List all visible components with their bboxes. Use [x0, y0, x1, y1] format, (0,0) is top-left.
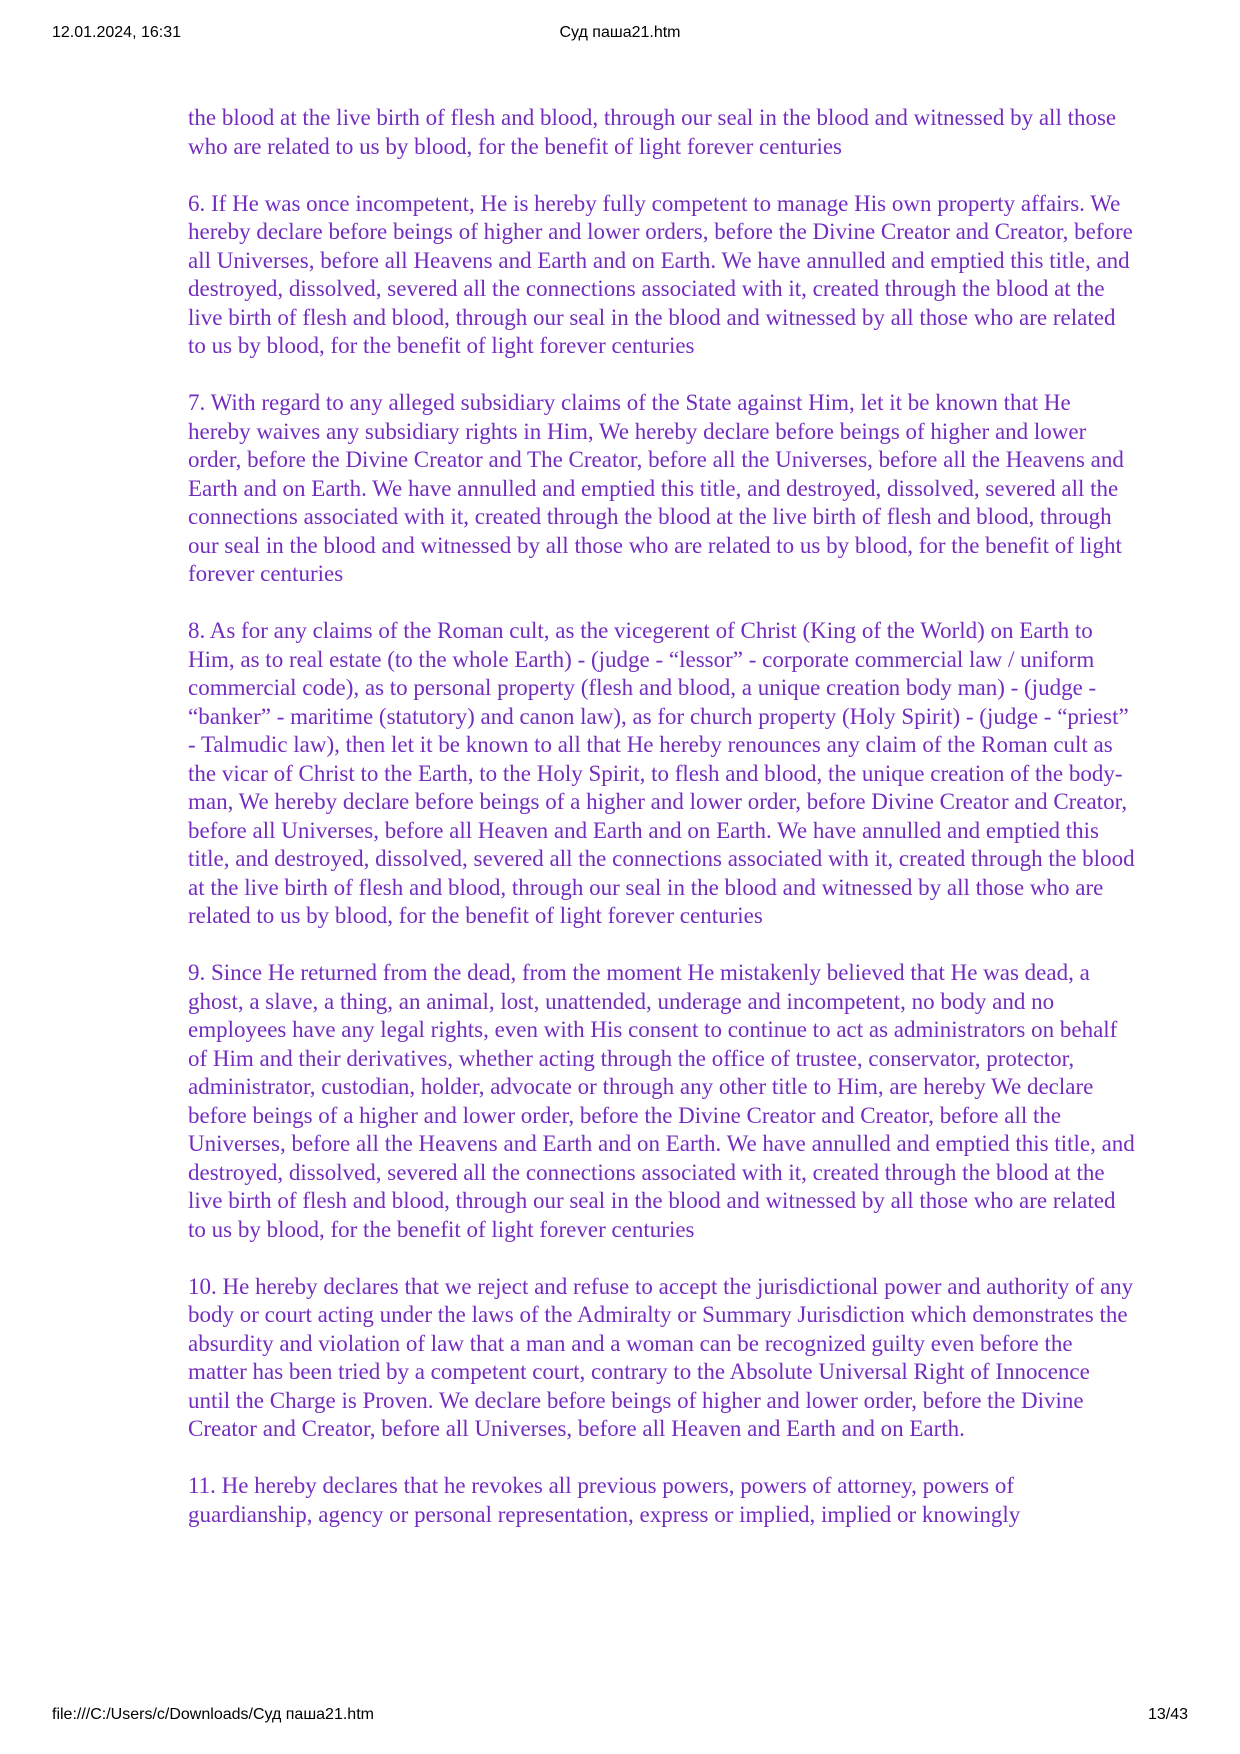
document-paragraph-9: 9. Since He returned from the dead, from the moment He mistakenly believed that He was dead, a ghost, a slave, a thing, an animal, lost, unattended, underage and incompetent, no body and no employees have any legal rights, even with His consent to continue to act as administrators on behalf of Him and their derivatives, whether acting through the office of trustee, conservator, protector, administrator, custodian, holder, advocate or through any other title to Him, are hereby We declare before beings of a higher and lower order, before the Divine Creator and Creator, before all the Universes, before all the Heavens and Earth and on Earth. We have annulled and emptied this title, and destroyed, dissolved, severed all the connections associated with it, created through the blood at the live birth of flesh and blood, through our seal in the blood and witnessed by all those who are related to us by blood, for the benefit of light forever centuries — [188, 960, 1135, 1242]
document-paragraph-11: 11. He hereby declares that he revokes all previous powers, powers of attorney, powers of guardianship, agency or personal representation, express or implied, implied or knowingly — [188, 1473, 1021, 1527]
document-paragraph-6: 6. If He was once incompetent, He is hereby fully competent to manage His own property affairs. We hereby declare before beings of higher and lower orders, before the Divine Creator and Creator, before all Universes, before all Heavens and Earth and on Earth. We have annulled and emptied this title, and destroyed, dissolved, severed all the connections associated with it, created through the blood at the live birth of flesh and blood, through our seal in the blood and witnessed by all those who are related to us by blood, for the benefit of light forever centuries — [188, 190, 1133, 358]
print-header — [52, 24, 1188, 44]
document-body — [188, 104, 1135, 1558]
print-footer-file-url: file:///C:/Users/c/Downloads/Суд паша21.htm — [52, 1706, 374, 1723]
document-paragraph-continuation: the blood at the live birth of flesh and blood, through our seal in the blood and witnessed by all those who are related to us by blood, for the benefit of light forever centuries — [188, 105, 1117, 159]
print-header-datetime: 12.01.2024, 16:31 — [52, 24, 182, 41]
document-paragraph-8: 8. As for any claims of the Roman cult, as the vicegerent of Christ (King of the World) on Earth to Him, as to real estate (to the whole Earth) - (judge - “lessor” - corporate commercial law / uniform commercial code), as to personal property (flesh and blood, a unique creation body man) - (judge - “banker” - maritime (statutory) and canon law), as for church property (Holy Spirit) - (judge - “priest” - Talmudic law), then let it be known to all that He hereby renounces any claim of the Roman cult as the vicar of Christ to the Earth, to the Holy Spirit, to flesh and blood, the unique creation of the body-man, We hereby declare before beings of a higher and lower order, before Divine Creator and Creator, before all Universes, before all Heaven and Earth and on Earth. We have annulled and emptied this title, and destroyed, dissolved, severed all the connections associated with it, created through the blood at the live birth of flesh and blood, through our seal in the blood and witnessed by all those who are related to us by blood, for the benefit of light forever centuries — [188, 618, 1135, 928]
document-paragraph-10: 10. He hereby declares that we reject and refuse to accept the jurisdictional power and authority of any body or court acting under the laws of the Admiralty or Summary Jurisdiction which demonstrates the absurdity and violation of law that a man and a woman can be recognized guilty even before the matter has been tried by a competent court, contrary to the Absolute Universal Right of Innocence until the Charge is Proven. We declare before beings of higher and lower order, before the Divine Creator and Creator, before all Universes, before all Heaven and Earth and on Earth. — [188, 1273, 1134, 1441]
print-header-document-title: Суд паша21.htm — [559, 24, 681, 41]
document-paragraph-7: 7. With regard to any alleged subsidiary claims of the State against Him, let it be known that He hereby waives any subsidiary rights in Him, We hereby declare before beings of higher and lower order, before the Divine Creator and The Creator, before all the Universes, before all the Heavens and Earth and on Earth. We have annulled and emptied this title, and destroyed, dissolved, severed all the connections associated with it, created through the blood at the live birth of flesh and blood, through our seal in the blood and witnessed by all those who are related to us by blood, for the benefit of light forever centuries — [188, 390, 1124, 586]
print-footer-page-indicator: 13/43 — [1147, 1706, 1188, 1723]
print-footer — [52, 1706, 1188, 1726]
